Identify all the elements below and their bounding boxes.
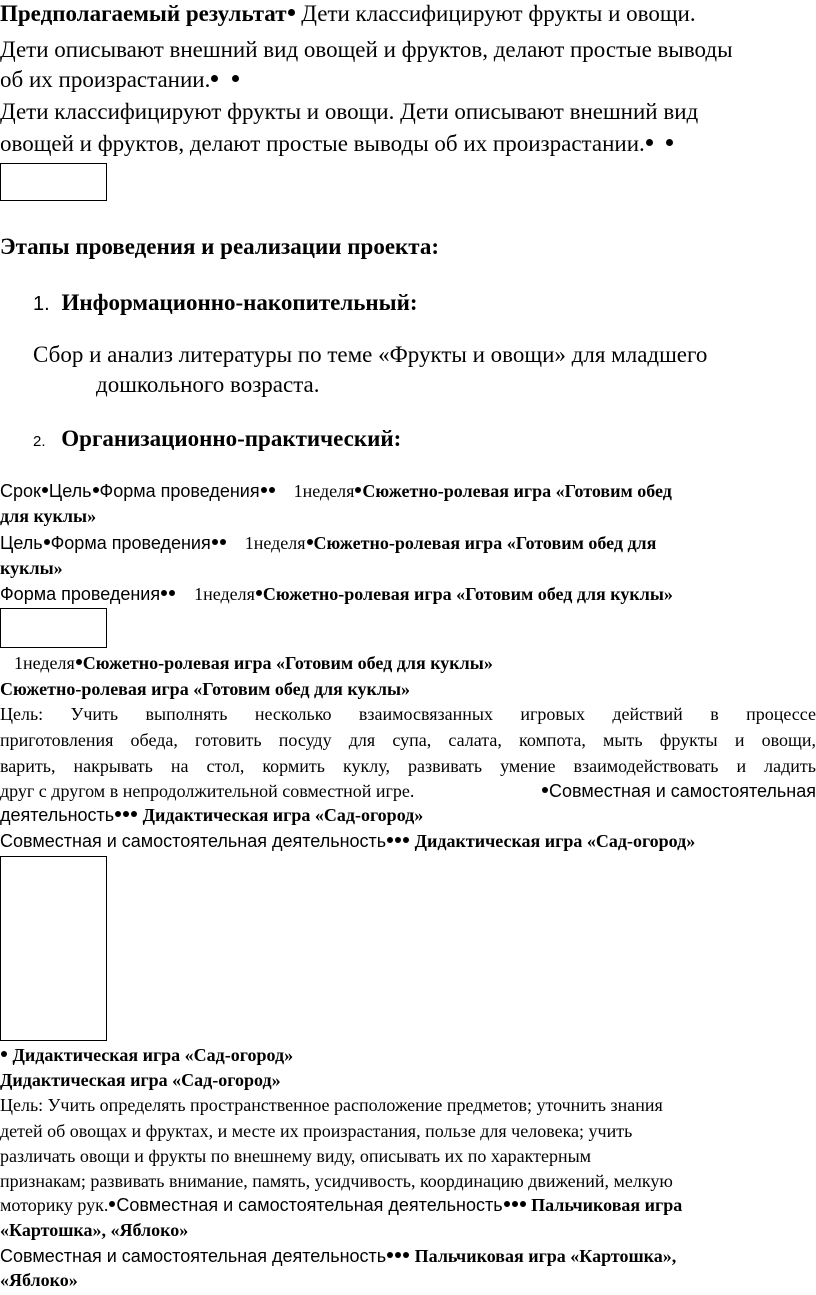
didactic-title: Дидактическая игра «Сад-огород» [12,1045,294,1065]
bullet-dot-icon [403,837,409,843]
form-label: Форма проведения [99,481,260,501]
joint-label: Совместная и самостоятельная деятельность [0,831,387,851]
game-1-heading: Сюжетно-ролевая игра «Готовим обед для куклы» [0,679,411,699]
form-label: Форма проведения [50,533,211,553]
row-form [0,584,673,605]
row-goal-form-cont: куклы» [0,558,63,578]
game-title: Сюжетно-ролевая игра «Готовим обед для куклы» [262,584,673,604]
row-joint-finger [0,1246,676,1267]
stage-title: Организационно-практический: [61,426,402,451]
bullet-dot-icon [307,539,313,545]
bullet-dot-icon [288,9,295,16]
bullet-dot-icon [512,1201,518,1207]
bullet-dot-icon [131,811,137,817]
bullet-dot-icon [520,1201,526,1207]
joint-label: Совместная и самостоятельная деятельность [116,1195,503,1215]
row-joint-finger-cont: «Яблоко» [0,1270,78,1290]
game-title: Сюжетно-ролевая игра «Готовим обед [362,481,672,501]
bullet-dot-icon [44,539,50,545]
goal-2-line-5-text: моторику рук. [0,1195,109,1215]
bullet-dot-icon [220,539,226,545]
goal-1-line-1: Цель: Учить выполнять несколько взаимосвязанных игровых действий в процессе [0,704,816,724]
bullet-dot-icon [161,590,167,596]
intro-line-2: Дети описывают внешний вид овощей и фруктов, делают простые выводы [0,37,733,62]
bullet-dot-icon [542,787,548,793]
bullet-dot-icon [387,1252,393,1258]
goal-1-line-4-text: друг с другом в непродолжительной совместной игре. [0,781,415,801]
goal-label: Цель [0,533,43,553]
empty-frame [0,608,107,648]
finger-game-title: Пальчиковая игра «Картошка», [414,1246,677,1266]
goal-2-line-2: детей об овощах и фруктах, и месте их произрастания, пользе для человека; учить [0,1121,633,1141]
bullet-dot-icon [504,1201,510,1207]
finger-game-title: Пальчиковая игра [531,1195,683,1215]
bullet-dot-icon [269,487,275,493]
empty-frame [0,163,107,201]
empty-frame [0,856,107,1041]
bullet-dot-icon [232,75,239,82]
stages-heading: Этапы проведения и реализации проекта: [0,234,440,259]
bullet-dot-icon [1,1051,7,1057]
goal-1-line-3: варить, накрывать на стол, кормить куклу, развивать умение взаимодействовать и ладить [0,756,816,776]
goal-2-line-3: различать овощи и фрукты по внешнему виду, описывать их по характерным [0,1146,592,1166]
stage-1-desc-line-2: дошкольного возраста. [96,372,320,397]
bullet-dot-icon [76,659,82,665]
joint-label: Совместная и самостоятельная [549,781,816,801]
bullet-dot-icon [123,811,129,817]
bullet-dot-icon [115,811,121,817]
goal-2-line-1: Цель: Учить определять пространственное расположение предметов; уточнить знания [0,1095,663,1115]
goal-2-line-5 [0,1195,682,1216]
bullet-dot-icon [395,837,401,843]
week-label: 1неделя [244,533,306,553]
intro-line-5 [0,131,674,157]
didactic-title: Дидактическая игра «Сад-огород» [142,805,424,825]
game-title: Сюжетно-ролевая игра «Готовим обед для [313,533,657,553]
goal-2-line-4: признакам; развивать внимание, память, усидчивость, координацию движений, мелкую [0,1171,673,1191]
result-label: Предполагаемый результат [0,1,287,26]
joint-label: Совместная и самостоятельная деятельность [0,1246,387,1266]
intro-line-4: Дети классифицируют фрукты и овощи. Дети описывают внешний вид [0,99,699,124]
bullet-dot-icon [256,590,262,596]
row-term-goal-form-cont: для куклы» [0,506,97,526]
game-title: Сюжетно-ролевая игра «Готовим обед для куклы» [82,653,493,673]
bullet-dot-icon [355,487,361,493]
intro-line-3 [0,67,240,93]
stage-number: 1. [33,293,50,315]
intro-line-1 [0,1,696,27]
term-label: Срок [0,481,41,501]
row-week [14,653,493,674]
week-label: 1неделя [14,653,75,673]
goal-1-line-5 [0,805,423,826]
goal-1-line-4 [0,781,816,802]
week-label: 1неделя [194,584,255,604]
intro-line-5-text: овощей и фруктов, делают простые выводы об их произрастании. [0,131,645,156]
bullet-dot-icon [42,487,48,493]
stage-item-2 [33,426,401,452]
week-label: 1неделя [293,481,355,501]
form-label: Форма проведения [0,584,161,604]
bullet-dot-icon [212,539,218,545]
bullet-dot-icon [403,1252,409,1258]
stage-title: Информационно-накопительный: [61,290,418,315]
bullet-dot-icon [169,590,175,596]
bullet-dot-icon [93,487,99,493]
row-didactic [0,1045,293,1066]
row-goal-form [0,533,656,554]
stage-number: 2. [33,433,46,450]
activity-label: деятельность [0,805,115,825]
intro-line-3-text: об их произрастании. [0,67,211,92]
bullet-dot-icon [395,1252,401,1258]
bullet-dot-icon [211,75,218,82]
bullet-dot-icon [646,139,653,146]
stage-item-1 [33,290,418,316]
bullet-dot-icon [666,139,673,146]
goal-label: Цель [48,481,92,501]
goal-1-line-2: приготовления обеда, готовить посуду для супа, салата, компота, мыть фрукты и овощи, [0,730,816,750]
stage-1-desc-line-1: Сбор и анализ литературы по теме «Фрукты и овощи» для младшего [33,342,708,367]
row-joint-didactic [0,831,695,852]
bullet-dot-icon [387,837,393,843]
row-term-goal-form [0,481,672,502]
goal-2-line-6: «Картошка», «Яблоко» [0,1220,189,1240]
game-2-heading: Дидактическая игра «Сад-огород» [0,1070,281,1090]
bullet-dot-icon [109,1201,115,1207]
intro-text: Дети классифицируют фрукты и овощи. [301,1,696,26]
didactic-title: Дидактическая игра «Сад-огород» [414,831,696,851]
bullet-dot-icon [261,487,267,493]
